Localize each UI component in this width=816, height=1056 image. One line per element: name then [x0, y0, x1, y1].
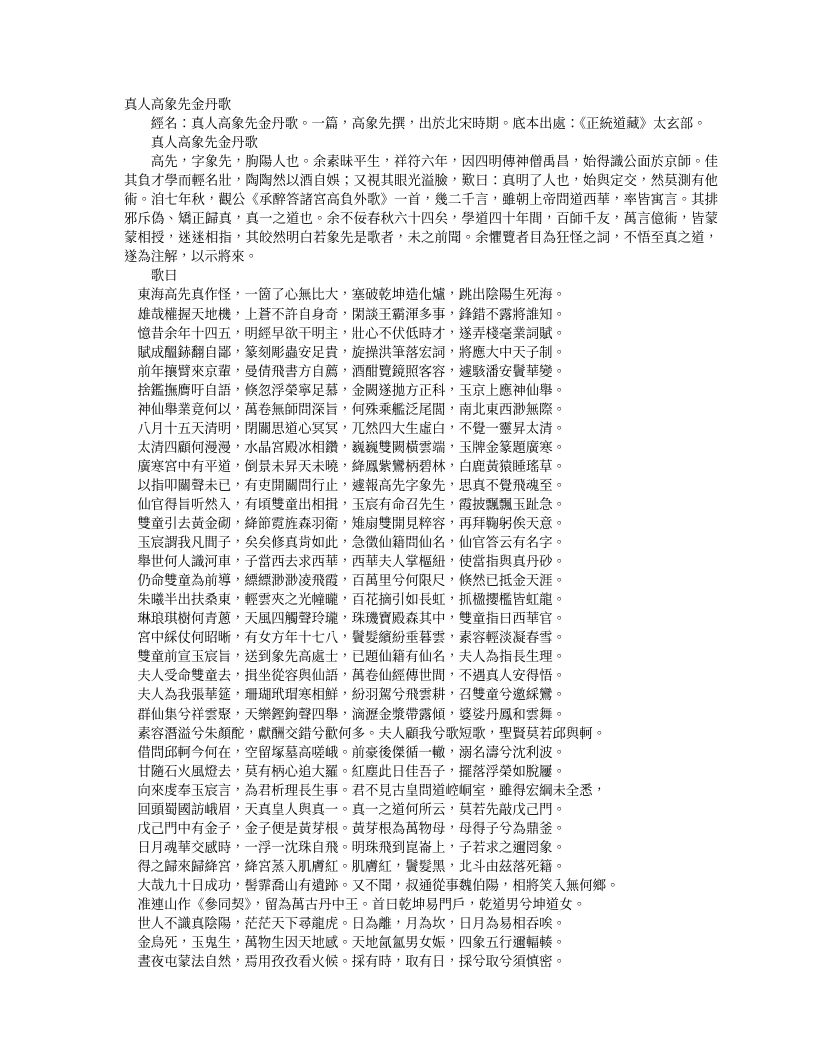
- verse-line: 晝夜屯蒙法自然，焉用孜孜看火候。採有時，取有日，採兮取兮須慎密。: [137, 955, 566, 971]
- verse-line: 日月魂華交感時，一浮一沈珠自飛。明珠飛到崑崙上，子若求之邇罔象。: [137, 840, 566, 856]
- song-verse-block: [124, 286, 718, 972]
- verse-line: 東海高先真作怪，一箇了心無比大，塞破乾坤造化爐，跳出陰陽生死海。: [137, 288, 566, 304]
- verse-line: 舉世何人識河車，子當西去求西華，西華夫人掌樞紐，使當指與真丹砂。: [137, 555, 566, 571]
- verse-line: 雙童引去黃金砌，絳節霓旌森羽衛，雉扇雙開見粹容，再拜鞠躬俟天意。: [137, 517, 566, 533]
- song-label: 歌曰: [150, 269, 178, 285]
- verse-line: 仍命雙童為前導，縹縹渺渺凌飛霞，百萬里兮何限尺，倏然已抵金天涯。: [137, 574, 566, 590]
- verse-line: 回頭蜀國訪峨眉，天真皇人與真一。真一之道何所云，莫若先敲戊己門。: [137, 802, 566, 818]
- page-title: 真人高象先金丹歌: [124, 98, 232, 113]
- verse-line: 以指叩關聲未已，有吏開關問行止，遽報高先字象先，思真不覺飛魂至。: [137, 478, 566, 494]
- verse-line: 雙童前宣玉宸旨，送到象先高處士，已題仙籍有仙名，夫人為指長生理。: [137, 650, 566, 666]
- verse-line: 朱曦半出扶桑東，輕雲夾之光幢曨，百花摘引如長虹，抓楹攖檻皆虹龍。: [137, 593, 566, 609]
- verse-line: 雄哉權握天地機，上蒼不許自身奇，閑談王霸渾多事，鋒錯不露將誰知。: [137, 307, 566, 323]
- document-body: [124, 96, 718, 972]
- verse-line: 群仙集兮祥雲聚，天樂鏗鉤聲四舉，滴瀝金漿帶露傾，婆娑丹鳳和雲舞。: [137, 707, 566, 723]
- verse-line: 玉宸謂我凡間子，矣矣修真肯如此，急徵仙籍問仙名，仙官答云有名字。: [137, 536, 566, 552]
- verse-line: 廣寒宮中有平道，倒景未昇天未曉，絳鳳紫鸞柄碧林，白鹿黃猿睡瑤草。: [137, 459, 566, 475]
- verse-line: 金烏死，玉鬼生，萬物生因天地感。天地氤氳男女娠，四象五行邇輻輳。: [137, 936, 566, 952]
- verse-line: 夫人受命雙童去，揖坐從容與仙語，萬卷仙經傳世間，不遇真人安得悟。: [137, 669, 566, 685]
- source-note-paragraph: 經名：真人高象先金丹歌。一篇，高象先撰，出於北宋時期。底本出處：《正統道藏》太玄部。: [150, 117, 707, 133]
- verse-line: 宮中綵仗何昭晰，有女方年十七八，鬢髮繽紛垂暮雲，素容輕淡凝春雪。: [137, 631, 566, 647]
- verse-line: 太清四顧何漫漫，水晶宮殿冰相鑽，巍巍雙闕橫雲端，玉牌金篆題廣寒。: [137, 440, 566, 456]
- verse-line: 捨鑑撫膺吁自語，倏忽浮榮寧足慕，金闕遂拋方正科，玉京上應神仙舉。: [137, 383, 566, 399]
- verse-line: 憶昔余年十四五，明經早欲干明主，壯心不伏低時才，遂弄棧毫業詞賦。: [137, 326, 566, 342]
- verse-line: 八月十五天清明，閉關思道心冥冥，兀然四大生虛白，不覺一靈昇太清。: [137, 421, 566, 437]
- verse-line: 借問邱軻今何在，空留塚墓高嗟峨。前豪後傑循一轍，溺名濤兮沈利波。: [137, 745, 566, 761]
- verse-line: 仙官得旨听然入，有頃雙童出相揖，玉宸有命召先生，霞披飄飄玉趾急。: [137, 497, 566, 513]
- verse-line: 琳琅琪樹何青蔥，天風四觸聲玲瓏，珠璣寶殿森其中，雙童指曰西華官。: [137, 612, 566, 628]
- introduction-paragraph: 高先，字象先，朐陽人也。余素昧平生，祥符六年，因四明傳神僧禹昌，始得識公面於京師。佳其負才學而輕名壯，陶陶然以酒自娛；又視其眼光溢臉，歎曰：真明了人也，始與定交，然莫測有他術。洎七年秋，觀公《承醉答諸宮高負外歌》一首，幾二千言，雖朝上帝問道西華，率皆寓言。其排邪斥偽、矯正歸真，真一之道也。余不佞春秋六十四矣，學道四十年間，百師千友，萬言億術，皆蒙蒙相授，迷迷相指，其皎然明白若象先是歌者，未之前聞。余懼覽者目為狂怪之詞，不悟至真之道，遂為注解，以示將來。: [124, 155, 718, 266]
- verse-line: 世人不識真陰陽，茫茫天下尋龍虎。日為離，月為坎，日月為易相吞唉。: [137, 917, 566, 933]
- verse-line: 大哉九十日成功，髻霏喬山有遺跡。又不聞，叔通從事魏伯陽，相將笑入無何鄉。: [137, 878, 620, 894]
- verse-line: 素容潛溢兮朱顏酡，獻酬交錯兮歡何多。夫人顧我兮歌短歌，聖賢莫若邱與軻。: [137, 726, 607, 742]
- verse-line: 夫人為我張華筵，珊瑚玳瑁寒相鮮，紛羽駕兮飛雲耕，召雙童兮邀綵鸞。: [137, 688, 566, 704]
- verse-line: 前年攘臂來京輩，曼倩飛書方自薦，酒酣覽鏡照客容，遽駭潘安鬢華變。: [137, 364, 566, 380]
- verse-line: 神仙舉業竟何以，萬卷無師問深旨，何殊乘艦泛尾閭，南北東西渺無際。: [137, 402, 566, 418]
- verse-line: 准連山作《參同契》，留為萬古丹中王。首曰乾坤易門戶，乾道男兮坤道女。: [137, 897, 586, 913]
- inner-title: 真人高象先金丹歌: [150, 136, 258, 152]
- verse-line: 賦成醞䤲翻自鄙，篆刻彫蟲安足貴，旋操洪筆落宏詞，將應大中天子制。: [137, 345, 566, 361]
- verse-line: 得之歸來歸絳宮，絳宮蒸入肌膚紅。肌膚紅，鬢髮黑，北斗由茲落死籍。: [137, 859, 566, 875]
- verse-line: 向來虔奉玉宸言，為君析理長生事。君不見古皇問道崆峒室，雖得宏綱未全悉，: [137, 783, 607, 799]
- verse-line: 戊己門中有金子，金子便是黃芽根。黃芽根為萬物母，母得子兮為鼎釜。: [137, 821, 566, 837]
- verse-line: 甘隨石火風燈去，莫有柄心追大羅。紅塵此日佳吾子，擺落浮榮如脫屨。: [137, 764, 566, 780]
